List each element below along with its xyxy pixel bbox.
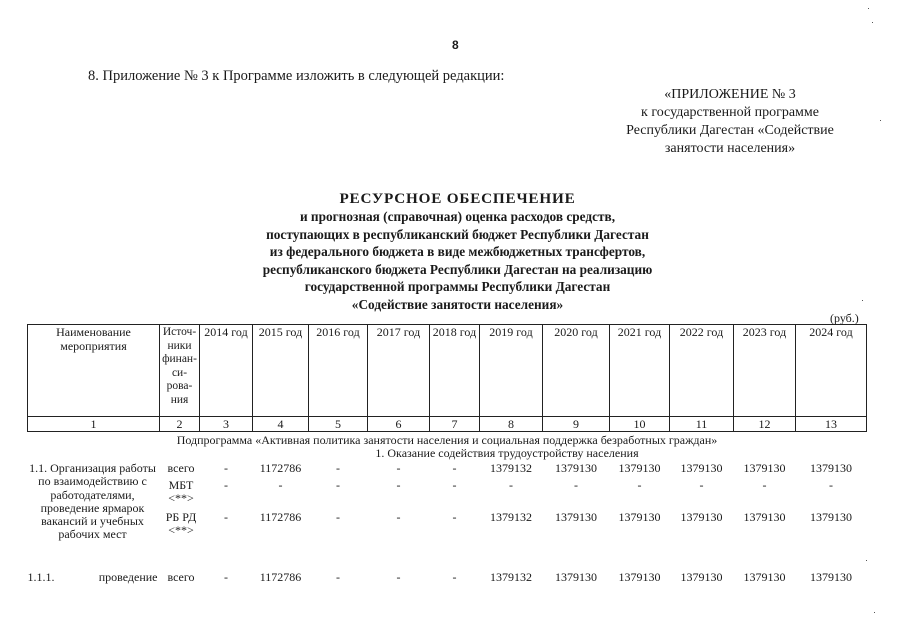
scan-speck — [862, 300, 863, 301]
header-source: Источ- ники финан- си- рова- ния — [160, 325, 200, 417]
table-cell: 1379130 — [618, 510, 661, 524]
header-year: 2016 год — [309, 325, 368, 417]
table-cell: 1379132 — [490, 570, 532, 584]
table-cell: - — [336, 478, 340, 492]
table-cell: 1172786 — [259, 570, 302, 584]
table-cell: 1379132 — [490, 510, 532, 524]
title-line: «Содействие занятости населения» — [351, 296, 564, 312]
table-cell: - — [224, 570, 228, 584]
table-cell: - — [224, 461, 228, 475]
table-cell: - — [699, 478, 704, 492]
table-cell: 1379130 — [810, 510, 852, 524]
appendix-line: к государственной программе — [641, 105, 819, 120]
table-cell: 1379132 — [490, 461, 532, 475]
table-cell: - — [278, 478, 283, 492]
appendix-line: Республики Дагестан «Содействие — [626, 123, 834, 138]
table-cell: 1379130 — [810, 570, 852, 584]
table-cell: - — [336, 461, 340, 475]
table-cell: 1379130 — [810, 461, 852, 475]
table-cell: - — [452, 478, 457, 492]
intro-text: 8. Приложение № 3 к Программе изложить в следующей редакции: — [88, 68, 505, 84]
activity-name: 1.1.1. проведение — [27, 570, 158, 584]
table-cell: - — [762, 478, 767, 492]
table-cell: - — [224, 478, 228, 492]
column-number: 6 — [368, 417, 430, 432]
table-row — [28, 569, 867, 585]
appendix-line: занятости населения» — [664, 141, 796, 156]
header-year: 2017 год — [368, 325, 430, 417]
table-cell: - — [396, 570, 401, 584]
table-cell: - — [224, 510, 228, 524]
table-cell: 1379130 — [743, 570, 786, 584]
header-year: 2019 год — [480, 325, 543, 417]
unit-label: (руб.) — [830, 311, 859, 325]
table-cell: - — [396, 478, 401, 492]
column-number: 13 — [796, 417, 867, 432]
table-cell: 1379130 — [680, 570, 723, 584]
table-cell: - — [574, 478, 578, 492]
table-cell: - — [452, 570, 457, 584]
column-number: 3 — [200, 417, 253, 432]
table-cell: 1379130 — [680, 461, 723, 475]
header-year: 2020 год — [543, 325, 610, 417]
title-line: государственной программы Республики Дагестан — [304, 279, 611, 294]
column-number: 12 — [734, 417, 796, 432]
table-cell: - — [637, 478, 642, 492]
column-number: 7 — [430, 417, 480, 432]
column-number: 10 — [610, 417, 670, 432]
header-year: 2018 год — [430, 325, 480, 417]
table-cell: 1379130 — [555, 461, 597, 475]
section-row — [28, 447, 867, 460]
column-number-row — [28, 417, 867, 432]
column-number: 2 — [160, 417, 200, 432]
table-cell: 1379130 — [680, 510, 723, 524]
table-row — [28, 460, 867, 479]
column-number: 5 — [309, 417, 368, 432]
title-main: РЕСУРСНОЕ ОБЕСПЕЧЕНИЕ — [339, 190, 576, 207]
table-cell: - — [396, 510, 401, 524]
scan-speck — [880, 120, 881, 121]
table-cell: - — [452, 510, 457, 524]
table-cell: 1379130 — [555, 570, 597, 584]
column-number: 1 — [28, 417, 160, 432]
header-year: 2014 год — [200, 325, 253, 417]
activity-name: 1.1. Организация работы по взаимодействию с работодателями, проведение ярмарок вакансий и учебных рабочих мест — [29, 461, 156, 542]
column-number: 11 — [670, 417, 734, 432]
table-cell: 1379130 — [618, 461, 661, 475]
table-cell: - — [829, 478, 833, 492]
header-year: 2021 год — [610, 325, 670, 417]
funding-source: МБТ <**> — [168, 478, 194, 505]
subprogram-title: Подпрограмма «Активная политика занятости населения и социальная поддержка безработных граждан» — [176, 433, 718, 447]
header-name: Наименование мероприятия — [28, 325, 160, 417]
document-title — [150, 189, 765, 313]
subprogram-row — [28, 432, 867, 448]
table-cell: 1379130 — [743, 510, 786, 524]
funding-source: всего — [167, 461, 195, 475]
funding-source: РБ РД <**> — [165, 510, 197, 537]
header-year: 2015 год — [253, 325, 309, 417]
title-line: поступающих в республиканский бюджет Республики Дагестан — [266, 226, 649, 242]
title-line: республиканского бюджета Республики Дагестан на реализацию — [262, 261, 653, 277]
table-cell: - — [336, 570, 340, 584]
title-line: и прогнозная (справочная) оценка расходов средств, — [299, 209, 616, 224]
appendix-heading — [600, 86, 860, 158]
scan-speck — [866, 560, 867, 561]
table-cell: 1172786 — [259, 510, 302, 524]
header-year: 2023 год — [734, 325, 796, 417]
table-cell: 1379130 — [555, 510, 597, 524]
scan-speck — [872, 22, 873, 23]
table-cell: 1379130 — [618, 570, 661, 584]
table-cell: 1379130 — [743, 461, 786, 475]
section-title: 1. Оказание содействия трудоустройству населения — [375, 446, 639, 460]
table-cell: - — [396, 461, 401, 475]
header-year: 2024 год — [796, 325, 867, 417]
resource-table — [27, 324, 867, 585]
scan-speck — [868, 8, 869, 9]
table-cell: 1172786 — [259, 461, 302, 475]
table-cell: - — [336, 510, 340, 524]
table-header-row — [28, 325, 867, 417]
column-number: 8 — [480, 417, 543, 432]
funding-source: всего — [167, 570, 195, 584]
column-number: 9 — [543, 417, 610, 432]
title-line: из федерального бюджета в виде межбюджетных трансфертов, — [269, 244, 646, 259]
page-number: 8 — [452, 38, 459, 52]
table-cell: - — [509, 478, 513, 492]
table-cell: - — [452, 461, 457, 475]
appendix-line: «ПРИЛОЖЕНИЕ № 3 — [664, 87, 796, 102]
column-number: 4 — [253, 417, 309, 432]
header-year: 2022 год — [670, 325, 734, 417]
scan-speck — [874, 612, 875, 613]
